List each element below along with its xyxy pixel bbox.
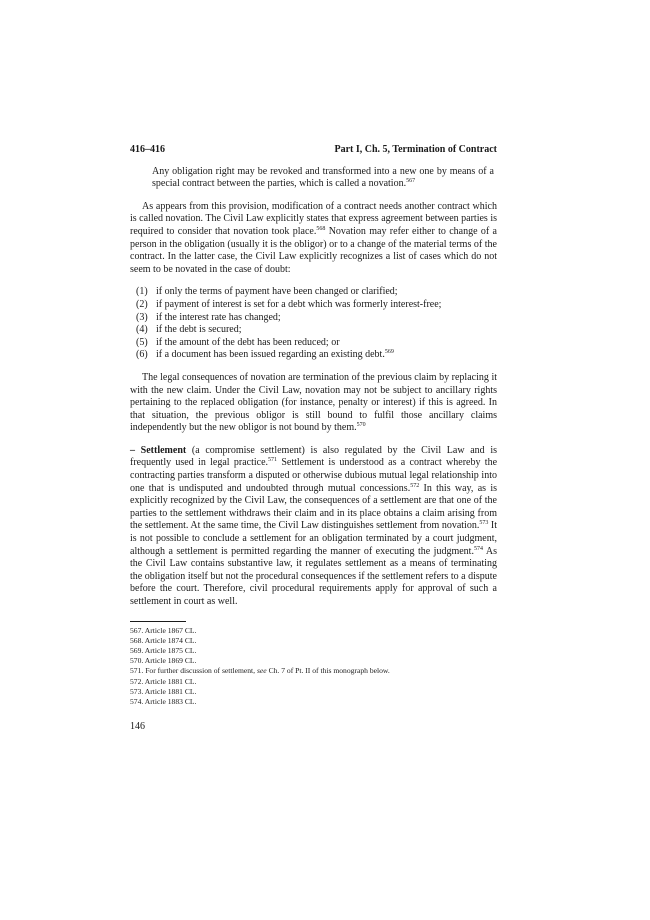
list-text: if only the terms of payment have been changed or clarified; (156, 286, 398, 298)
footnote-569: 569. Article 1875 CL. (130, 646, 197, 655)
footnote-570: 570. Article 1869 CL. (130, 656, 197, 666)
paragraph-text: (a compromise settlement) is also regulated by the Civil Law and is frequently used in legal practice. (130, 444, 497, 469)
footnote-divider (130, 621, 186, 622)
list-text: if payment of interest is set for a debt which was formerly interest-free; (156, 298, 442, 310)
paragraph-text: As the Civil Law contains substantive law, it regulates settlement as a means of terminating the obligation itself but not the procedural consequences if the settlement refers to a dispute before the court. Therefore, civil procedural requirements apply for approval of such a settlement in court as well. (130, 545, 498, 607)
footnote-ref-573[interactable]: 573 (479, 520, 489, 527)
paragraph-novation-intro (130, 201, 497, 277)
header-chapter-title: Part I, Ch. 5, Termination of Contract (334, 144, 497, 155)
footnotes (130, 626, 497, 708)
footnote-text: 571. For further discussion of settlement, (130, 666, 257, 676)
paragraph-text: As appears from this provision, modification of a contract needs another contract which is called novation. The Civil Law explicitly states that express agreement between parties is required to consider that novation took place. (130, 200, 497, 237)
footnote-emphasis: see (256, 666, 267, 676)
footnote-572: 572. Article 1881 CL. (130, 676, 197, 686)
quoted-provision (152, 166, 494, 191)
list-number: (4) (136, 324, 148, 336)
paragraph-text: Settlement is understood as a contract whereby the contracting parties transform a disputed or otherwise dubious mutual legal relationship into one that is undisputed and undoubted through mutual concessions. (130, 457, 498, 494)
footnote-ref-568[interactable]: 568 (316, 225, 326, 232)
paragraph-novation-consequences (130, 372, 497, 435)
list-number: (3) (136, 311, 148, 323)
list-item (136, 286, 497, 299)
footnote-ref-567[interactable]: 567 (406, 178, 416, 185)
paragraph-text: The legal consequences of novation are termination of the previous claim by replacing it with the new claim. Under the Civil Law, novation may not be subject to ancillary rights pertaining to the replaced obligation (for instance, penalty or interest) if this is agreed. In that situation, the previous obligor is still bound to fulfil those ancillary claims independently but the new obligor is not bound by them. (130, 371, 497, 434)
footnote-568: 568. Article 1874 CL. (130, 635, 197, 645)
novation-exception-list (136, 286, 497, 362)
page-number: 146 (130, 721, 145, 733)
list-item (136, 337, 497, 350)
footnote-573: 573. Article 1881 CL. (130, 686, 197, 696)
footnote-text: Ch. 7 of Pt. II of this monograph below. (266, 666, 390, 676)
list-number: (5) (136, 336, 148, 348)
list-item (136, 312, 497, 325)
footnote-ref-571[interactable]: 571 (268, 457, 278, 464)
footnote-571 (130, 666, 497, 676)
list-item (136, 299, 497, 312)
footnote-567: 567. Article 1867 CL. (130, 625, 197, 635)
list-item (136, 349, 497, 362)
list-text: if a document has been issued regarding an existing debt. (156, 349, 385, 361)
list-number: (6) (136, 349, 148, 361)
list-item (136, 324, 497, 337)
paragraph-text: It is not possible to conclude a settlement for an obligation terminated by a court judgment, although a settlement is permitted regarding the manner of executing the judgment. (130, 520, 498, 557)
footnote-ref-570[interactable]: 570 (356, 422, 366, 429)
list-text: if the amount of the debt has been reduced; or (156, 336, 340, 348)
list-number: (1) (136, 286, 148, 298)
list-text: if the debt is secured; (156, 324, 242, 336)
list-text: if the interest rate has changed; (156, 311, 281, 323)
footnote-ref-569[interactable]: 569 (384, 349, 394, 356)
settlement-heading: – Settlement (130, 444, 187, 456)
quote-text: Any obligation right may be revoked and transformed into a new one by means of a special contract between the parties, which is called a novation. (152, 165, 494, 190)
document-page (130, 144, 497, 734)
header-section-range: 416–416 (130, 144, 165, 155)
paragraph-text: In this way, as is explicitly recognized by the Civil Law, the consequences of a settlement are that one of the parties to the settlement withdraws their claim and in its place obtains a claim arising from the settlement. At the same time, the Civil Law distinguishes settlement from novation. (130, 482, 497, 532)
footnote-ref-574[interactable]: 574 (473, 545, 483, 552)
footnote-574: 574. Article 1883 CL. (130, 697, 197, 707)
running-header (130, 144, 497, 157)
footnote-ref-572[interactable]: 572 (410, 482, 420, 489)
paragraph-settlement (130, 445, 497, 609)
list-number: (2) (136, 298, 148, 310)
paragraph-text: Novation may refer either to change of a person in the obligation (usually it is the obligor) or to a change of the material terms of the contract. In the latter case, the Civil Law explicitly recognizes a list of cases which do not seem to be novated in the case of doubt: (130, 225, 497, 275)
